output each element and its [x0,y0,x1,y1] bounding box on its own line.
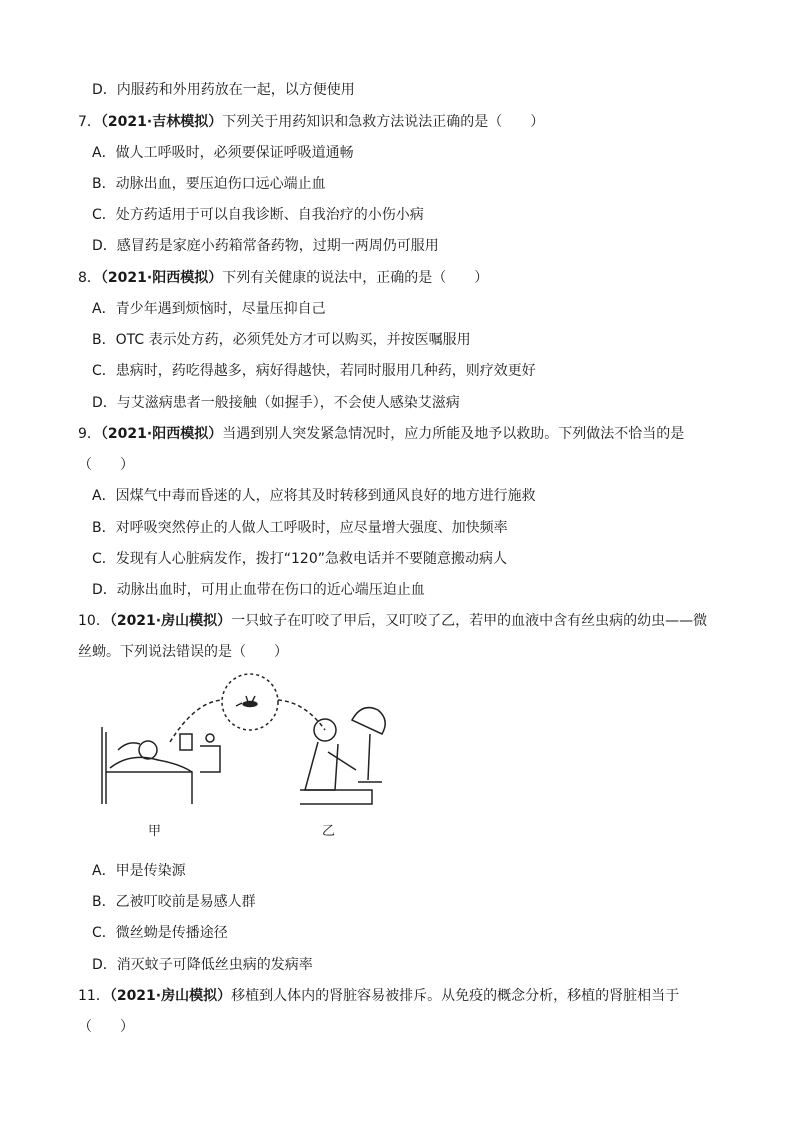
question-text: 当遇到别人突发紧急情况时，应力所能及地予以救助。下列做法不恰当的是 [222,426,685,442]
question-7-stem [78,112,544,132]
q8-option-a: A．青少年遇到烦恼时，尽量压抑自己 [92,301,326,317]
q10-option-b: B．乙被叮咬前是易感人群 [92,894,256,910]
question-text: 下列有关健康的说法中，正确的是（ ） [222,270,489,286]
question-9-stem [78,424,684,444]
q9-option-b: B．对呼吸突然停止的人做人工呼吸时，应尽量增大强度、加快频率 [92,520,508,536]
mosquito-transmission-illustration [100,672,400,842]
q8-option-b: B．OTC 表示处方药，必须凭处方才可以购买，并按医嘱服用 [92,332,471,348]
question-source: （2021·房山模拟） [109,613,232,629]
question-source: （2021·吉林模拟） [100,114,223,130]
question-10-stem [78,611,707,631]
question-source: （2021·阳西模拟） [100,426,223,442]
question-10-stem-cont: 丝蚴。下列说法错误的是（ ） [78,644,288,660]
question-number: 8． [78,270,101,286]
q7-option-c: C．处方药适用于可以自我诊断、自我治疗的小伤小病 [92,207,424,223]
question-source: （2021·阳西模拟） [100,270,223,286]
question-8-stem [78,268,488,288]
question-number: 10． [78,613,110,629]
question-11-stem [78,986,679,1006]
q7-option-d: D．感冒药是家庭小药箱常备药物，过期一两周仍可服用 [92,238,439,254]
question-9-stem-cont: （ ） [78,457,134,473]
q10-option-c: C．微丝蚴是传播途径 [92,925,228,941]
question-number: 11． [78,988,110,1004]
q9-option-d: D．动脉出血时，可用止血带在伤口的近心端压迫止血 [92,582,425,598]
question-source: （2021·房山模拟） [109,988,232,1004]
figure-label-yi: 乙 [322,824,336,839]
q9-option-c: C．发现有人心脏病发作，拨打“120”急救电话并不要随意搬动病人 [92,551,508,567]
figure-label-jia: 甲 [148,824,162,839]
q8-option-c: C．患病时，药吃得越多，病好得越快，若同时服用几种药，则疗效更好 [92,363,536,379]
question-text: 移植到人体内的肾脏容易被排斥。从免疫的概念分析，移植的肾脏相当于 [231,988,680,1004]
q7-option-b: B．动脉出血，要压迫伤口远心端止血 [92,176,326,192]
q8-option-d: D．与艾滋病患者一般接触（如握手），不会使人感染艾滋病 [92,395,460,411]
question-text: 一只蚊子在叮咬了甲后，又叮咬了乙，若甲的血液中含有丝虫病的幼虫——微 [231,613,708,629]
q7-option-a: A．做人工呼吸时，必须要保证呼吸道通畅 [92,145,354,161]
question-number: 7． [78,114,101,130]
q10-option-d: D．消灭蚊子可降低丝虫病的发病率 [92,957,313,973]
illustration-drawing [100,672,400,842]
question-number: 9． [78,426,101,442]
prev-option-d: D．内服药和外用药放在一起，以方便使用 [92,82,355,98]
question-11-stem-cont: （ ） [78,1019,134,1035]
q10-option-a: A．甲是传染源 [92,863,186,879]
question-text: 下列关于用药知识和急救方法说法正确的是（ ） [222,114,545,130]
q9-option-a: A．因煤气中毒而昏迷的人，应将其及时转移到通风良好的地方进行施救 [92,488,536,504]
